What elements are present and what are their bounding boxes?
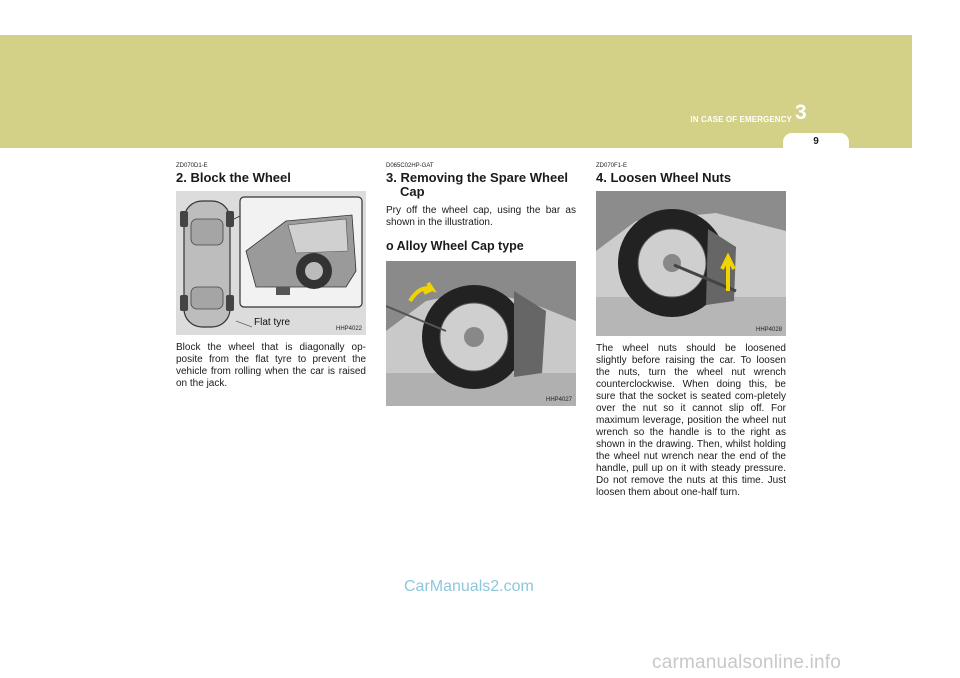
heading-line-2: Cap: [400, 184, 425, 199]
column-block-wheel: [176, 163, 366, 390]
flat-tyre-label: Flat tyre: [254, 317, 291, 328]
section-heading: 4. Loosen Wheel Nuts: [596, 170, 732, 185]
section-code: ZD070D1-E: [176, 163, 208, 169]
section-heading: [386, 171, 576, 199]
header-band: [0, 35, 912, 148]
watermark-bottom[interactable]: carmanualsonline.info: [652, 652, 842, 673]
section-title: IN CASE OF EMERGENCY: [690, 115, 792, 124]
figure-code: HHP4022: [335, 326, 362, 332]
wrench-wheel-illustration: [596, 191, 786, 336]
section-code: D065C02HP-GAT: [386, 163, 434, 169]
figure-alloy-cap: [386, 261, 576, 406]
figure-code: HHP4028: [755, 327, 782, 333]
heading-line-1: 3. Removing the Spare Wheel: [386, 170, 569, 185]
page-number: 9: [813, 136, 819, 147]
section-number: 3: [795, 101, 807, 124]
car-topview-illustration: [176, 191, 366, 335]
column-loosen-nuts: [596, 163, 786, 499]
section-heading: 2. Block the Wheel: [176, 170, 291, 185]
figure-block-wheel: [176, 191, 366, 335]
section-code: ZD070F1-E: [596, 163, 628, 169]
body-text: Pry off the wheel cap, using the bar as shown in the illustration.: [386, 205, 576, 228]
figure-code: HHP4027: [545, 397, 572, 403]
alloy-wheel-illustration: [386, 261, 576, 406]
figure-loosen-nuts: [596, 191, 786, 336]
watermark-left[interactable]: CarManuals2.com: [404, 578, 534, 595]
body-text: Block the wheel that is diagonally op-posite from the flat tyre to prevent the vehicle from rolling when the car is raised on the jack.: [176, 342, 366, 389]
subheading: o Alloy Wheel Cap type: [386, 239, 524, 253]
body-text: The wheel nuts should be loosened slightly before raising the car. To loosen the nuts, turn the wheel nut wrench counterclockwise. When doing this, be sure that the socket is seated com-pletely over the nut so it cannot slip off. For maximum leverage, position the wheel nut wrench so the handle is to the right as shown in the drawing. Then, whilst holding the wheel nut wrench near the end of the handle, pull up on it with steady pressure. Do not remove the nuts at this time. Just loosen them about one-half turn.: [596, 343, 786, 498]
column-spare-wheel-cap: [386, 163, 576, 406]
